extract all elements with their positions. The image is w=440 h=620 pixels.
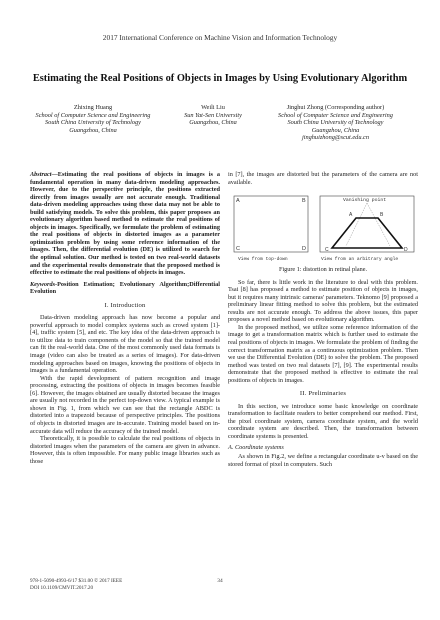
figure-1 <box>228 192 418 264</box>
author-name: Weili Liu <box>201 104 225 111</box>
section-heading-preliminaries: II. Preliminaries <box>299 390 347 398</box>
prelim-paragraph-1: In this section, we introduce some basic knowledge on coordinate transformation to facilitate readers to better comprehend our method. First, the pixel coordinate system, camera coordinate system, and the world coordinate system are described. Then, the transformation between coordinate systems is presented. <box>228 402 418 441</box>
intro-paragraph-1: Data-driven modeling approach has now become a popular and powerful approach to model complex systems such as crowd system [1]-[4], traffic system [5], and etc. The key idea of the data-driven approach is to utilize data to train components of the model so that the trained model can fit the real-world data. One of the most commonly used data formats is image (video can also be treated as a series of images). For data-driven modeling approaches based on images, knowing the positions of objects in images is a fundamental operation. <box>30 314 220 375</box>
author-affiliation: Guangzhou, China <box>311 126 360 134</box>
author-affiliation: School of Computer Science and Engineering <box>278 111 393 119</box>
author-email: jinghuizhong@scut.edu.cn <box>301 134 369 142</box>
arbitrary-view-frame <box>320 196 414 252</box>
author-affiliation: Sun Yat-Sen University <box>184 111 242 119</box>
footer-isbn: 978-1-5090-4993-6/17 $31.00 © 2017 IEEE <box>30 578 123 584</box>
corner-label-c-left: C <box>236 246 240 253</box>
coordinate-paragraph-1: As shown in Fig.2, we define a rectangular coordinate u-v based on the stored format of pixel in computers. Such <box>228 453 418 468</box>
conference-header: 2017 International Conference on Machine Vision and Information Technology <box>102 33 338 42</box>
right-paragraph-0: in [7], the images are distorted but the parameters of the camera are not available. <box>228 171 418 186</box>
section-heading-introduction: I. Introduction <box>104 301 146 309</box>
figure-1-caption: Figure 1: distortion in retinal plane. <box>279 266 367 274</box>
right-column <box>228 171 418 468</box>
top-down-label: View from top-down <box>238 257 288 263</box>
author-affiliation: Guangzhou, China <box>189 119 237 127</box>
corner-label-d-right: D <box>404 247 408 254</box>
arbitrary-angle-label: View from an arbitrary angle <box>321 257 399 263</box>
vanishing-point-label: Vanishing point <box>343 198 387 204</box>
keywords <box>30 281 220 296</box>
author-block-1 <box>18 104 168 134</box>
author-affiliation: South China University of Technology <box>45 119 141 127</box>
author-block-2 <box>176 104 250 127</box>
keywords-text: -Position Estimation; Evolutionary Algorithm;Differential Evolution <box>30 280 220 296</box>
figure-1-drawing <box>228 192 418 264</box>
top-down-rectangle <box>234 196 308 252</box>
left-column <box>30 171 220 465</box>
subsection-heading-coordinate-systems: A. Coordinate systems <box>228 443 284 451</box>
intro-paragraph-3: Theoretically, it is possible to calculate the real positions of objects in distorted images when the parameters of the camera are given in advance. However, this is often impossible. For many public image libraries such as those <box>30 435 220 465</box>
right-paragraph-2: In the proposed method, we utilize some reference information of the image to get a transformation matrix which is further used to estimate the real positions of objects in images. We formulate the problem of finding the correct transformation matrix as a continuous optimization problem. Then we use the Differential Evolution (DE) to solve the problem. The proposed method was tested on two real datasets [7], [9]. The experimental results demonstrate that the proposed method is effective to estimate the real positions of objects in images. <box>228 323 418 384</box>
keywords-lead: Keywords <box>30 280 55 288</box>
corner-label-b-right: B <box>380 212 384 219</box>
vanishing-line-left <box>346 203 367 246</box>
author-name: Jinghui Zhong (Corresponding author) <box>286 104 385 111</box>
vanishing-line-right <box>367 203 390 246</box>
corner-label-b-left: B <box>302 198 306 205</box>
intro-paragraph-2: With the rapid development of pattern recognition and image processing, extracting the positions of objects in images becomes feasible [6]. However, the images obtained are usually distorted because the images are usually not recorded in the perfect top-down view. A typical example is shown in Fig. 1, from which we can see that the rectangle ABDC is distorted into a trapezoid because of perspective principles. The positions of objects in distorted images are in-accurate. Training model based on in-accurate data will reduce the accuracy of the trained model. <box>30 374 220 435</box>
author-block-3 <box>248 104 423 142</box>
abstract <box>30 171 220 277</box>
page-number: 34 <box>217 578 223 584</box>
author-affiliation: Guangzhou, China <box>69 126 117 134</box>
footer-doi: DOI 10.1109/CMVIT.2017.20 <box>30 584 94 591</box>
corner-label-a-left: A <box>236 198 240 205</box>
abstract-text: —Estimating the real positions of objects in images is a fundamental operation in many data-driven modeling approaches. However, due to the perspective principle, the positions extracted directly from images usually are not accurate enough. Traditional data-driven modeling approaches using these data may not be able to build satisfying models. To solve this problem, this paper proposes an evolutionary algorithm based method to estimate the real positions of objects in images. Specifically, we formulate the problem of estimating the real positions of objects in distorted images as a parameter optimization problem by using some reference information of the images. Then, the differential evolution (DE) is utilized to search for the optimal solution. Our method is tested on two real-world datasets and the experimental results demonstrate that the proposed method is effective to estimate the real positions of objects in images. <box>30 171 220 277</box>
paper-title: Estimating the Real Positions of Objects in Images by Using Evolutionary Algorithm <box>32 73 408 84</box>
distorted-trapezoid <box>332 218 402 248</box>
abstract-lead: Abstract <box>30 171 52 178</box>
corner-label-c-right: C <box>325 247 329 254</box>
author-name: Zhixing Huang <box>73 104 113 111</box>
author-affiliation: South China University of Technology <box>287 119 384 127</box>
corner-label-d-left: D <box>302 246 306 253</box>
right-paragraph-1: So far, there is little work in the literature to deal with this problem. Tsai [8] has proposed a method to estimate position of objects in images, but it requires many intrinsic cameras' parameters. Teknomo [9] proposed a preliminary linear fitting method to solve this problem, but the estimated results are not accurate enough. To address the above issues, this paper proposes a novel method based on evolutionary algorithm. <box>228 278 418 324</box>
corner-label-a-right: A <box>349 212 353 219</box>
author-affiliation: School of Computer Science and Engineering <box>35 111 151 119</box>
